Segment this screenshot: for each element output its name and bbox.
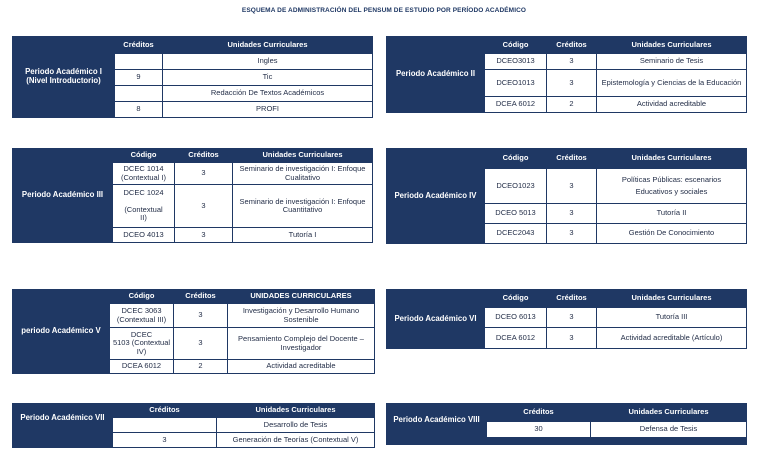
unidad-cell: Tutoría III — [597, 308, 747, 328]
creditos-cell: 3 — [174, 304, 228, 328]
creditos-cell: 3 — [174, 328, 228, 360]
header-creditos: Créditos — [487, 404, 591, 422]
codigo-text: DCEC 1014 (Contextual I) — [120, 164, 167, 182]
creditos-cell — [115, 54, 163, 70]
period-7-table — [12, 403, 375, 448]
codigo-text: DCEC 1024 (Contextual II) — [123, 188, 164, 223]
unidad-cell: Tutoría II — [597, 204, 747, 224]
period-1-label — [13, 37, 115, 118]
header-unidades: Unidades Curriculares — [233, 149, 373, 163]
header-codigo: Código — [485, 149, 547, 169]
bottom-fill — [487, 438, 591, 445]
creditos-cell: 3 — [547, 308, 597, 328]
period-6-table — [386, 289, 747, 349]
header-creditos: Créditos — [175, 149, 233, 163]
codigo-cell: DCEA 6012 — [110, 360, 174, 374]
creditos-cell: 3 — [113, 433, 217, 448]
unidad-cell: Seminario de investigación I: Enfoque Cualitativo — [233, 163, 373, 185]
creditos-cell: 8 — [115, 102, 163, 118]
header-creditos: Créditos — [113, 404, 217, 418]
period-6-label: Periodo Académico VI — [387, 290, 485, 349]
header-codigo: Código — [485, 290, 547, 308]
creditos-cell: 3 — [547, 70, 597, 97]
unidad-cell: Seminario de investigación I: Enfoque Cuantitativo — [233, 185, 373, 228]
period-2-label: Periodo Académico II — [387, 37, 485, 113]
creditos-cell — [115, 86, 163, 102]
header-unidades: Unidades Curriculares — [591, 404, 747, 422]
unidad-cell: Actividad acreditable — [597, 97, 747, 113]
codigo-cell: DCEO 5013 — [485, 204, 547, 224]
unidad-cell: Ingles — [163, 54, 373, 70]
creditos-cell: 3 — [547, 204, 597, 224]
codigo-cell — [110, 304, 174, 328]
creditos-cell: 3 — [547, 54, 597, 70]
header-codigo: Código — [110, 290, 174, 304]
period-1-label-text: Periodo Académico I (Nivel Introductorio) — [25, 67, 102, 85]
creditos-cell: 3 — [175, 228, 233, 243]
creditos-cell: 3 — [547, 328, 597, 349]
creditos-cell — [113, 418, 217, 433]
unidad-cell: Epistemología y Ciencias de la Educación — [597, 70, 747, 97]
unidad-cell: Tic — [163, 70, 373, 86]
codigo-text: DCEC 3063 (Contextual III) — [116, 306, 167, 324]
header-unidades: Unidades Curriculares — [597, 149, 747, 169]
header-unidades: Unidades Curriculares — [597, 290, 747, 308]
period-3-label: Periodo Académico III — [13, 149, 113, 243]
period-5-label: periodo Académico V — [13, 290, 110, 374]
creditos-cell: 2 — [547, 97, 597, 113]
creditos-cell: 3 — [547, 224, 597, 244]
header-unidades: Unidades Curriculares — [597, 37, 747, 54]
codigo-cell: DCEA 6012 — [485, 328, 547, 349]
unidad-text: Políticas Públicas: escenarios Educativos y sociales — [621, 175, 722, 196]
header-unidades: Unidades Curriculares — [217, 404, 375, 418]
unidad-cell: PROFI — [163, 102, 373, 118]
header-creditos: Créditos — [174, 290, 228, 304]
header-creditos: Créditos — [547, 149, 597, 169]
codigo-text: DCEC 5103 (Contextual IV) — [112, 329, 171, 356]
page-title: ESQUEMA DE ADMINISTRACIÓN DEL PENSUM DE ESTUDIO POR PERÍODO ACADÉMICO — [241, 7, 527, 14]
period-8-table — [386, 403, 747, 445]
codigo-cell: DCEO1013 — [485, 70, 547, 97]
codigo-cell: DCEO 4013 — [113, 228, 175, 243]
header-codigo: Código — [485, 37, 547, 54]
unidad-cell: Investigación y Desarrollo Humano Sostenible — [228, 304, 375, 328]
codigo-cell — [113, 185, 175, 228]
creditos-cell: 30 — [487, 422, 591, 438]
creditos-cell: 9 — [115, 70, 163, 86]
creditos-cell: 2 — [174, 360, 228, 374]
unidad-cell: Seminario de Tesis — [597, 54, 747, 70]
period-7-label: Periodo Académico VII — [13, 404, 113, 433]
header-creditos: Créditos — [547, 37, 597, 54]
period-4-table — [386, 148, 747, 244]
period-8-label: Periodo Académico VIII — [387, 404, 487, 438]
header-unidades: UNIDADES CURRICULARES — [228, 290, 375, 304]
codigo-cell: DCEO3013 — [485, 54, 547, 70]
codigo-cell: DCEO1023 — [485, 169, 547, 204]
unidad-cell: Generación de Teorías (Contextual V) — [217, 433, 375, 448]
creditos-cell: 3 — [175, 185, 233, 228]
period-2-table — [386, 36, 747, 113]
unidad-cell: Gestión De Conocimiento — [597, 224, 747, 244]
header-creditos: Créditos — [115, 37, 163, 54]
codigo-cell: DCEO 6013 — [485, 308, 547, 328]
codigo-cell — [113, 163, 175, 185]
unidad-cell: Pensamiento Complejo del Docente – Investigador — [228, 328, 375, 360]
header-unidades: Unidades Curriculares — [163, 37, 373, 54]
header-codigo: Código — [113, 149, 175, 163]
period-5-table — [12, 289, 375, 374]
unidad-cell: Desarrollo de Tesis — [217, 418, 375, 433]
unidad-cell: Tutoría I — [233, 228, 373, 243]
codigo-cell — [110, 328, 174, 360]
creditos-cell: 3 — [547, 169, 597, 204]
unidad-cell: Defensa de Tesis — [591, 422, 747, 438]
period-4-label: Periodo Académico IV — [387, 149, 485, 244]
header-creditos: Créditos — [547, 290, 597, 308]
period-3-table — [12, 148, 373, 243]
codigo-cell: DCEA 6012 — [485, 97, 547, 113]
unidad-cell: Redacción De Textos Académicos — [163, 86, 373, 102]
period-8-label-fill — [387, 438, 487, 445]
creditos-cell: 3 — [175, 163, 233, 185]
unidad-cell: Actividad acreditable — [228, 360, 375, 374]
period-7-label-fill — [13, 433, 113, 448]
unidad-cell: Actividad acreditable (Artículo) — [597, 328, 747, 349]
period-1-table — [12, 36, 373, 118]
codigo-cell: DCEC2043 — [485, 224, 547, 244]
unidad-cell — [597, 169, 747, 204]
bottom-fill — [591, 438, 747, 445]
